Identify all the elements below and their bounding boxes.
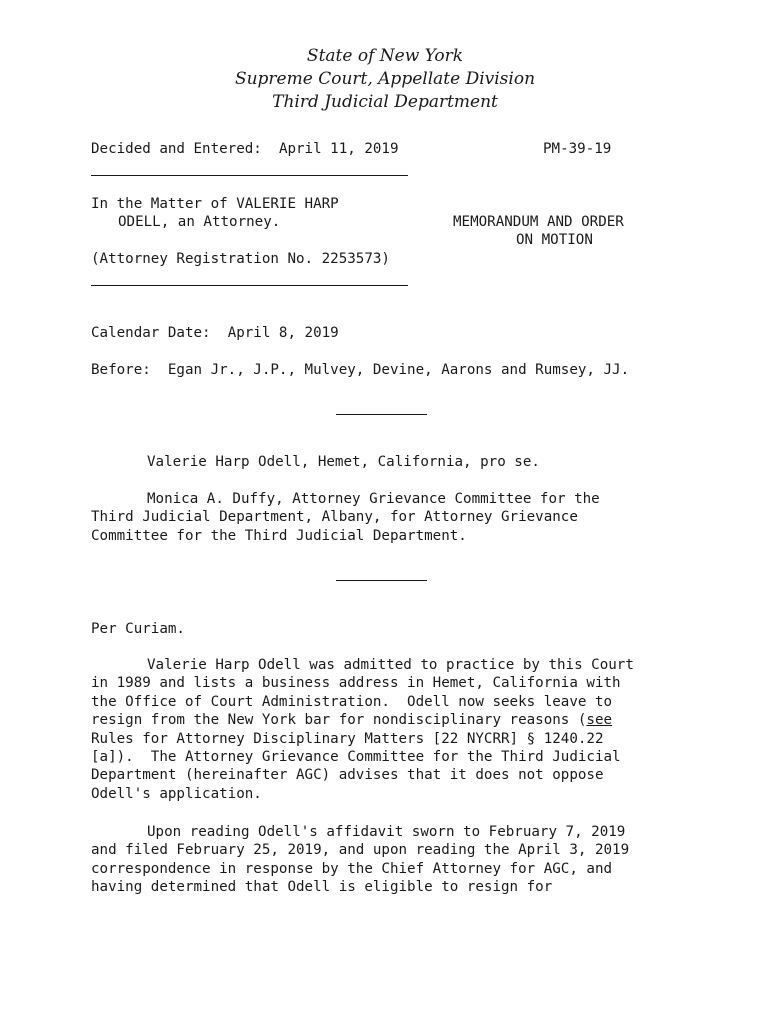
body-line: and filed February 25, 2019, and upon reading the April 3, 2019 [91,842,630,859]
body-paragraph-2 [91,823,671,897]
decided-date: April 11, 2019 [278,141,399,157]
calendar-line [91,324,339,343]
court-state: State of New York [306,46,464,66]
docket-number: PM-39-19 [543,141,612,157]
matter-line-2: ODELL, an Attorney. [118,214,281,230]
body-line: correspondence in response by the Chief Attorney for AGC, and [91,860,613,877]
body-line: the Office of Court Administration. Odell now seeks leave to [91,693,613,710]
registration-number: (Attorney Registration No. 2253573) [91,251,390,267]
divider-rule [91,175,408,176]
order-type-line-1: MEMORANDUM AND ORDER [453,214,624,230]
body-line: Odell's application. [91,785,262,802]
body-line: Department (hereinafter AGC) advises that it does not oppose [91,767,604,784]
body-line: having determined that Odell is eligible to resign for [91,879,553,896]
before-line [91,361,629,380]
section-separator [336,580,427,581]
per-curiam-heading: Per Curiam. [91,621,185,637]
see-signal: see [586,712,613,729]
body-line: Valerie Harp Odell was admitted to practice by this Court [147,657,634,673]
appearance-2-line: Committee for the Third Judicial Department. [91,527,467,544]
court-name: Supreme Court, Appellate Division [234,69,536,89]
body-line: [a]). The Attorney Grievance Committee for the Third Judicial [91,749,621,766]
decided-label: Decided and Entered: [91,141,262,157]
section-separator [336,414,427,415]
matter-line-1: In the Matter of VALERIE HARP [91,196,339,212]
calendar-label: Calendar Date: [91,325,211,341]
appearance-2-line: Third Judicial Department, Albany, for Attorney Grievance [91,509,578,526]
divider-rule [91,285,408,286]
appearance-2 [91,490,671,545]
appearance-2-line: Monica A. Duffy, Attorney Grievance Committee for the [147,491,600,507]
before-judges: Egan Jr., J.P., Mulvey, Devine, Aarons and Rumsey, JJ. [167,362,630,378]
body-line: Rules for Attorney Disciplinary Matters [22 NYCRR] § 1240.22 [91,730,604,747]
body-line: resign from the New York bar for nondisciplinary reasons ( [91,712,587,729]
body-line: Upon reading Odell's affidavit sworn to February 7, 2019 [147,824,626,840]
appearance-1-text: Valerie Harp Odell, Hemet, California, pro se. [147,454,540,470]
calendar-date: April 8, 2019 [227,325,339,341]
court-header [0,45,770,114]
decided-line [91,140,399,159]
appearance-1 [91,453,671,471]
body-line: in 1989 and lists a business address in Hemet, California with [91,675,621,692]
court-department: Third Judicial Department [272,92,498,112]
body-paragraph-1 [91,656,671,803]
order-type-line-2: ON MOTION [516,232,593,248]
before-label: Before: [91,362,151,378]
